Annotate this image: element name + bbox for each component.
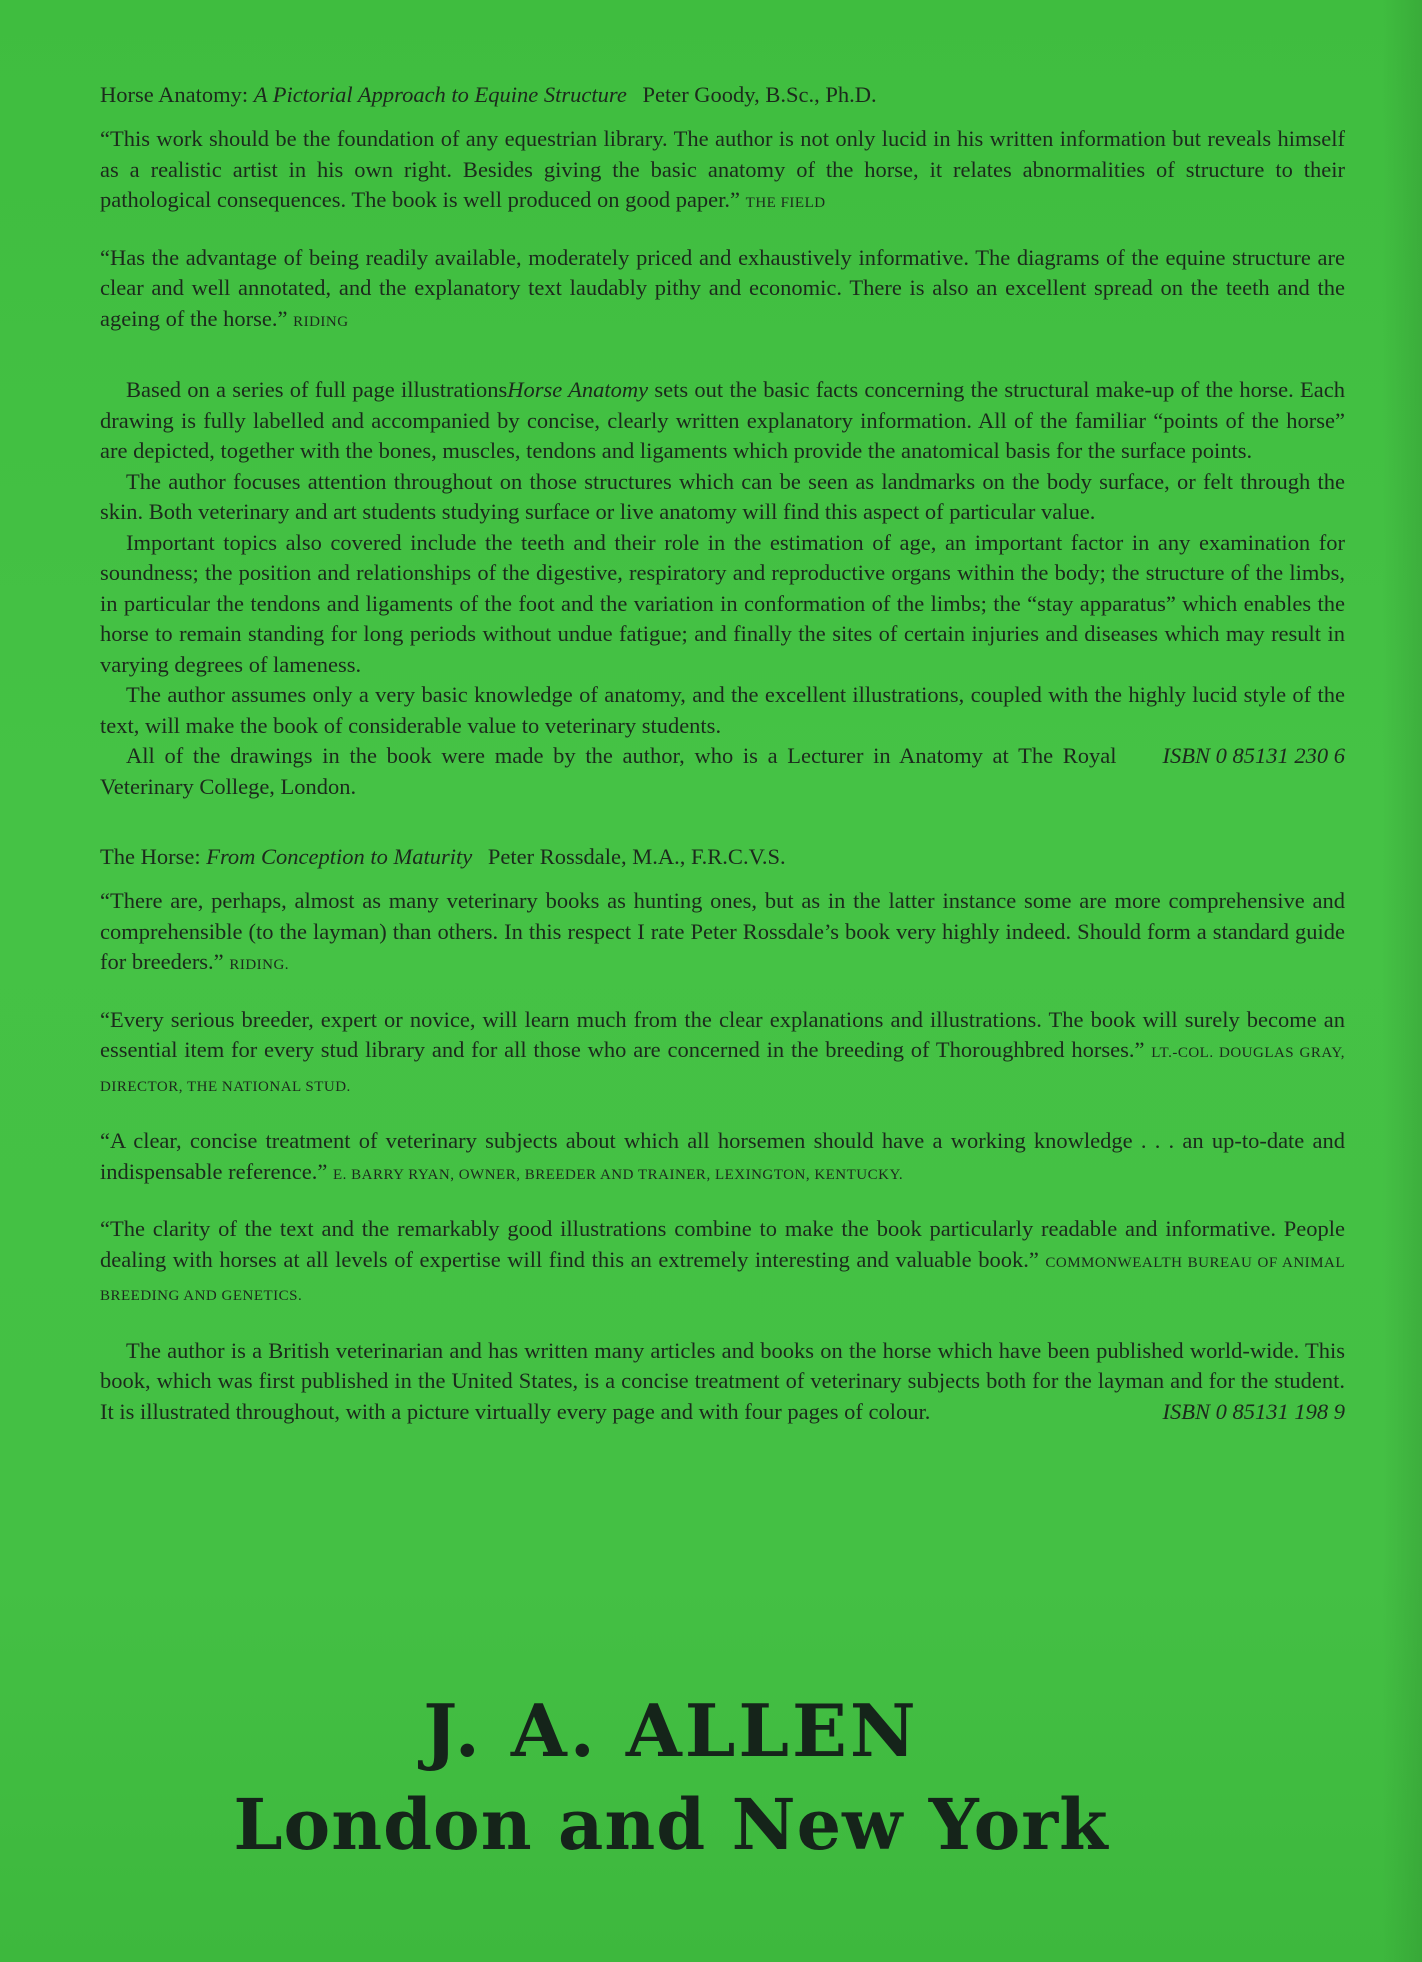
publisher-cities: London and New York — [233, 1783, 1109, 1866]
review-source: LT.-COL. DOUGLAS GRAY, DIRECTOR, THE NATIONAL STUD. — [100, 1045, 1346, 1095]
book2-review-4 — [100, 1214, 1345, 1312]
book2-author: Peter Rossdale, M.A., F.R.C.V.S. — [487, 844, 786, 869]
cover-text — [100, 80, 1345, 1427]
book1-description-2: The author focuses attention throughout on those structures which can be seen as landmarks on the body surface, or felt through the skin. Both veterinary and art students studying surface or live anatomy will find this aspect of particular value. — [100, 468, 1345, 524]
book2-review-3 — [100, 1126, 1345, 1190]
review-text: “This work should be the foundation of any equestrian library. The author is not only lucid in his written information but reveals himself as a realistic artist in his own right. Besides giving the basic anatomy of the horse, it relates abnormalities of structure to their pathological consequences. The book is well produced on good paper.” — [100, 126, 1345, 212]
book2-review-2 — [100, 1005, 1345, 1103]
book2-heading — [100, 842, 1345, 872]
review-source: RIDING. — [229, 957, 290, 973]
publisher-name: J. A. ALLEN — [423, 1688, 919, 1773]
book1-description-5: ISBN 0 85131 230 6 All of the drawings in the book were made by the author, who is a Lecturer in Anatomy at The Royal Veterinary College, London. — [100, 743, 1345, 799]
book1-author: Peter Goody, B.Sc., Ph.D. — [642, 82, 877, 107]
book1-isbn: ISBN 0 85131 230 6 — [1162, 743, 1345, 768]
book1-description-3: Important topics also covered include the teeth and their role in the estimation of age, an important factor in any examination for soundness; the position and relationships of the digestive, respiratory and reproductive organs within the body; the structure of the limbs, in particular the tendons and ligaments of the foot and the variation in conformation of the limbs; the “stay apparatus” which enables the horse to remain standing for long periods without undue fatigue; and finally the sites of certain injuries and diseases which may result in varying degrees of lameness. — [100, 529, 1345, 677]
book1-review-1 — [100, 124, 1345, 219]
cover-edge-shadow — [1382, 0, 1422, 1962]
review-text: “Every serious breeder, expert or novice, will learn much from the clear explanations and illustrations. The book will surely become an essential item for every stud library and for all those who are concerned in the breeding of Thoroughbred horses.” — [100, 1006, 1345, 1062]
review-source: RIDING — [293, 313, 349, 330]
book1-description-4: The author assumes only a very basic knowledge of anatomy, and the excellent illustrations, coupled with the highly lucid style of the text, will make the book of considerable value to veterinary students. — [100, 682, 1345, 738]
book1-review-2 — [100, 243, 1345, 338]
review-source: THE FIELD — [745, 195, 826, 211]
review-text: “Has the advantage of being readily available, moderately priced and exhaustively informative. The diagrams of the equine structure are clear and well annotated, and the explanatory text laudably pithy and economic. There is also an excellent spread on the teeth and the ageing of the horse.” — [100, 244, 1345, 331]
book2-description: The author is a British veterinarian and has written many articles and books on the horse which have been published world-wide. This book, which was first published in the United States, is a concise treatment of veterinary subjects both for the layman and for the student. It is illustrated throughout, with a picture virtually every page and with four pages of colour. ISBN 0 85131 198 9 — [100, 1336, 1345, 1428]
book2-title: The Horse: — [100, 844, 201, 869]
review-text: “There are, perhaps, almost as many veterinary books as hunting ones, but as in the latter instance some are more comprehensive and comprehensible (to the layman) than others. In this respect I rate Peter Rossdale’s book very highly indeed. Should form a standard guide for breeders.” — [100, 888, 1345, 974]
book2-isbn: ISBN 0 85131 198 9 — [1162, 1398, 1345, 1424]
review-text: “The clarity of the text and the remarkably good illustrations combine to make the book particularly readable and informative. People dealing with horses at all levels of expertise will find this an extremely interesting and valuable book.” — [100, 1216, 1345, 1272]
book2-review-1 — [100, 886, 1345, 981]
review-source: E. BARRY RYAN, OWNER, BREEDER AND TRAINER, LEXINGTON, KENTUCKY. — [333, 1166, 904, 1183]
book1-description-1: Based on a series of full page illustrationsHorse Anatomy sets out the basic facts concerning the structural make-up of the horse. Each drawing is fully labelled and accompanied by concise, clearly written explanatory information. All of the familiar “points of the horse” are depicted, together with the bones, muscles, tendons and ligaments which provide the anatomical basis for the surface points. — [100, 377, 1345, 463]
book1-subtitle: A Pictorial Approach to Equine Structure — [253, 82, 627, 107]
review-text: “A clear, concise treatment of veterinary subjects about which all horsemen should have a working knowledge . . . an up-to-date and indispensable reference.” — [100, 1128, 1345, 1184]
book1-title-inline: Horse Anatomy — [507, 377, 649, 402]
book2-subtitle: From Conception to Maturity — [206, 844, 473, 869]
book1-title: Horse Anatomy: — [100, 82, 249, 107]
book1-heading — [100, 80, 1345, 110]
review-source: COMMONWEALTH BUREAU OF ANIMAL BREEDING AND GENETICS. — [100, 1254, 1346, 1304]
